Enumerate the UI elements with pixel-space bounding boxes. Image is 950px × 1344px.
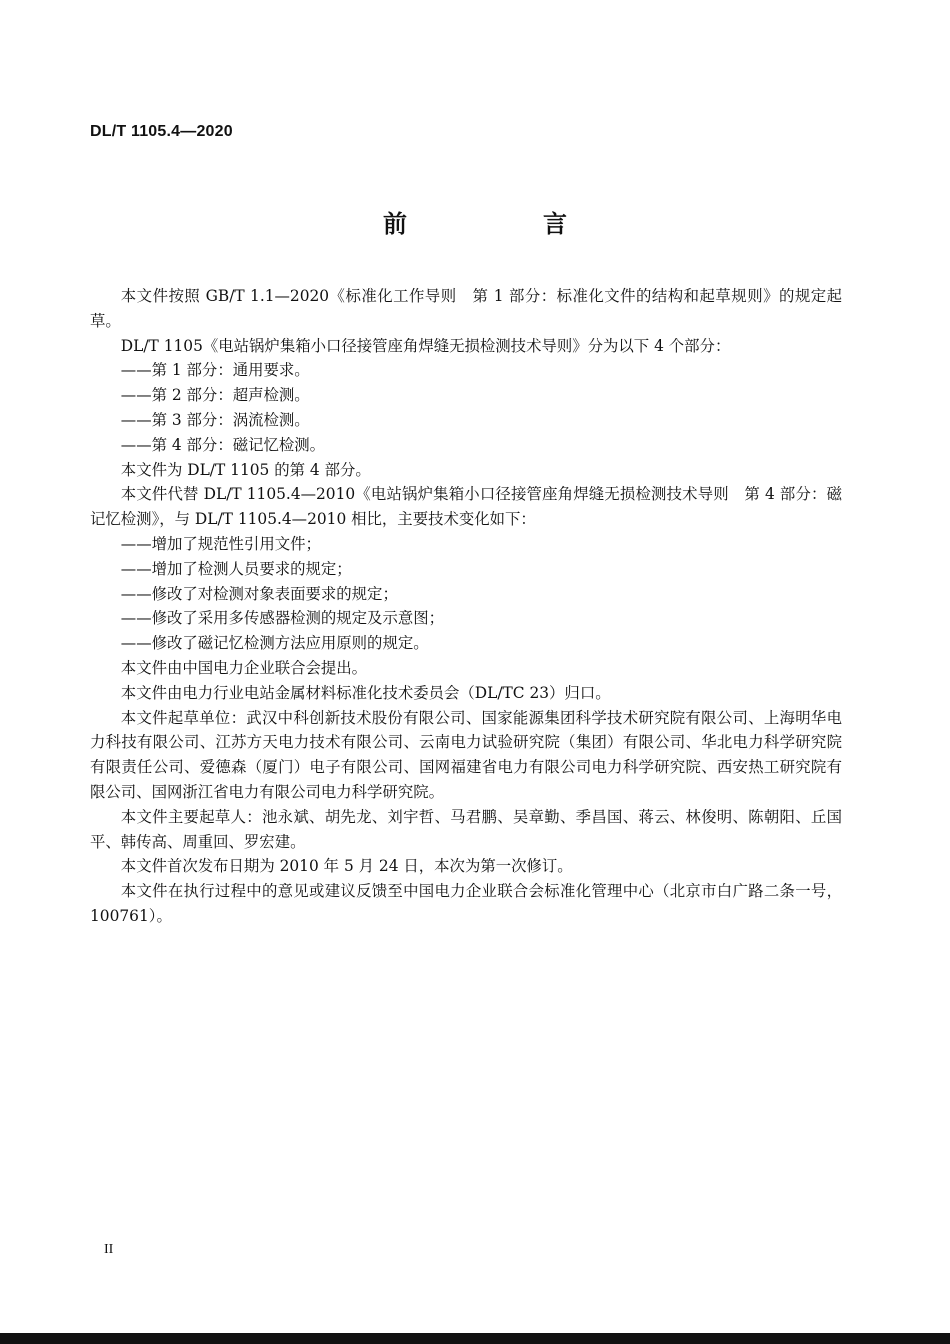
bottom-border-bar — [0, 1333, 950, 1344]
list-item-part-3: ——第 3 部分：涡流检测。 — [120, 410, 310, 429]
page-title: 前 言 — [383, 209, 623, 238]
paragraph-under-jurisdiction: 本文件由电力行业电站金属材料标准化技术委员会（DL/TC 23）归口。 — [120, 683, 611, 702]
list-item-change-2: ——增加了检测人员要求的规定； — [120, 559, 352, 578]
paragraph-feedback: 本文件在执行过程中的意见或建议反馈至中国电力企业联合会标准化管理中心（北京市白广路二条一号，100761）。 — [90, 882, 842, 925]
page-number: II — [104, 1242, 114, 1257]
list-item-change-3: ——修改了对检测对象表面要求的规定； — [120, 584, 398, 603]
paragraph-parts-intro: DL/T 1105《电站锅炉集箱小口径接管座角焊缝无损检测技术导则》分为以下 4 个部分： — [120, 336, 731, 355]
paragraph-first-release: 本文件首次发布日期为 2010 年 5 月 24 日，本次为第一次修订。 — [120, 857, 573, 876]
list-item-part-2: ——第 2 部分：超声检测。 — [120, 386, 310, 405]
paragraph-drafters: 本文件主要起草人：池永斌、胡先龙、刘宇哲、马君鹏、吴章勤、季昌国、蒋云、林俊明、陈朝阳、丘国平、韩传高、周重回、罗宏建。 — [90, 807, 842, 851]
list-item-change-4: ——修改了采用多传感器检测的规定及示意图； — [120, 609, 445, 628]
document-code: DL/T 1105.4—2020 — [90, 123, 233, 140]
paragraph-this-part: 本文件为 DL/T 1105 的第 4 部分。 — [120, 460, 371, 479]
list-item-change-5: ——修改了磁记忆检测方法应用原则的规定。 — [120, 634, 429, 653]
paragraph-drafting-basis: 本文件按照 GB/T 1.1—2020《标准化工作导则 第 1 部分：标准化文件的结构和起草规则》的规定起草。 — [90, 287, 842, 330]
list-item-part-1: ——第 1 部分：通用要求。 — [120, 361, 310, 380]
paragraph-drafting-units: 本文件起草单位：武汉中科创新技术股份有限公司、国家能源集团科学技术研究院有限公司、上海明华电力科技有限公司、江苏方天电力技术有限公司、云南电力试验研究院（集团）有限公司、华北电力科学研究院有限责任公司、爱德森（厦门）电子有限公司、国网福建省电力有限公司电力科学研究院、西安热工研究院有限公司、国网浙江省电力有限公司电力科学研究院。 — [90, 708, 842, 801]
paragraph-proposed-by: 本文件由中国电力企业联合会提出。 — [120, 658, 368, 677]
paragraph-replaces: 本文件代替 DL/T 1105.4—2010《电站锅炉集箱小口径接管座角焊缝无损检测技术导则 第 4 部分：磁记忆检测》，与 DL/T 1105.4—2010 相比，主要技术变化如下： — [90, 485, 842, 529]
list-item-part-4: ——第 4 部分：磁记忆检测。 — [120, 435, 326, 454]
preface-body — [90, 284, 842, 929]
list-item-change-1: ——增加了规范性引用文件； — [120, 534, 321, 553]
